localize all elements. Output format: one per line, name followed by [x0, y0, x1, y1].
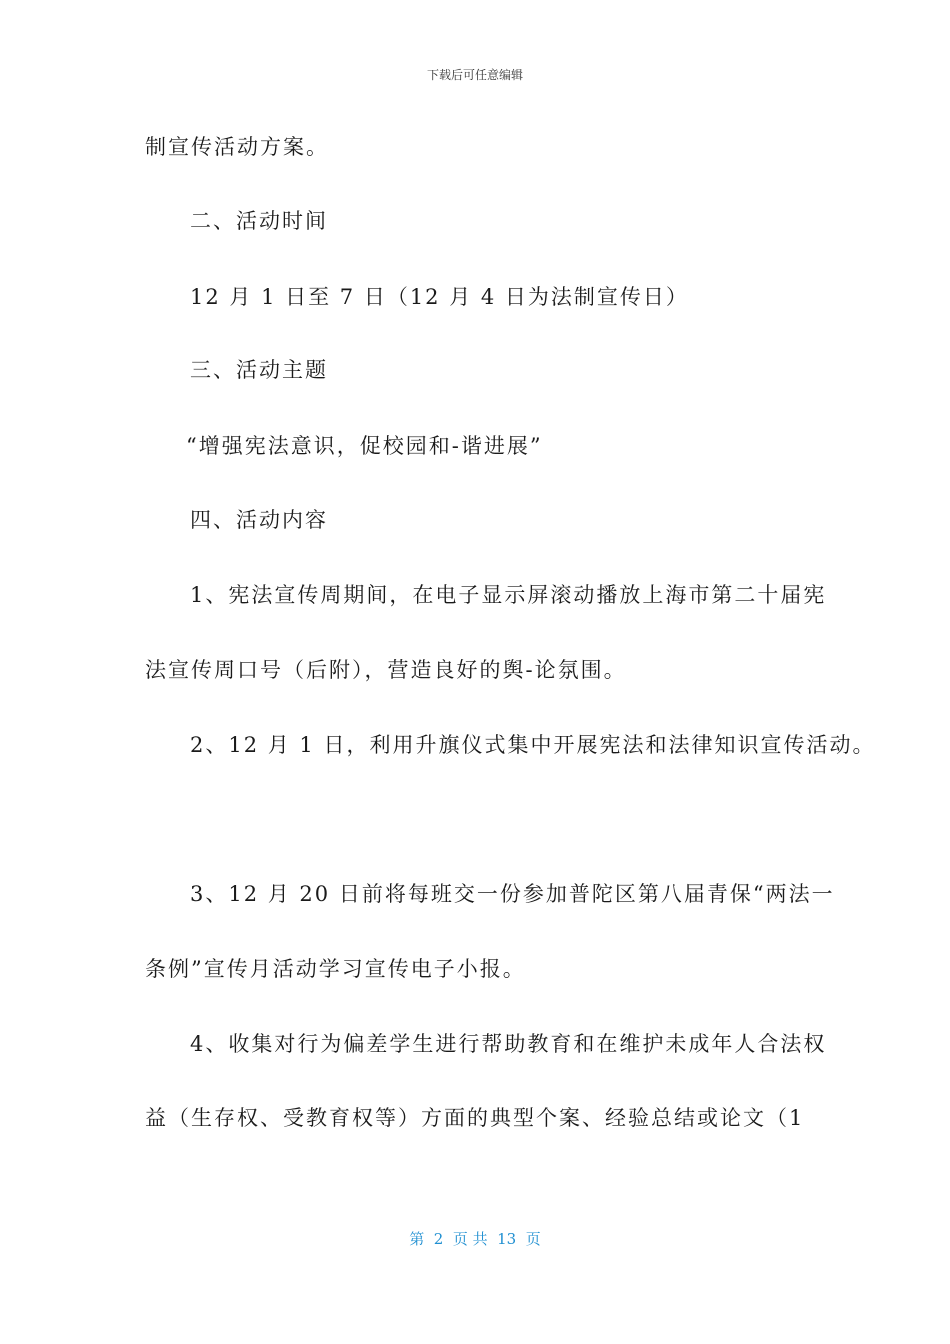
- section-heading-theme: 三、活动主题: [190, 358, 328, 382]
- list-item-4-continued: 益（生存权、受教育权等）方面的典型个案、经验总结或论文（1: [145, 1106, 805, 1130]
- section-heading-content: 四、活动内容: [190, 508, 328, 532]
- section-heading-time: 二、活动时间: [190, 209, 328, 233]
- page-number: 第 2 页 共 13 页: [409, 1230, 541, 1248]
- theme-slogan: “增强宪法意识，促校园和-谐进展”: [186, 434, 543, 458]
- body-line: 12 月 1 日至 7 日（12 月 4 日为法制宣传日）: [190, 285, 689, 309]
- list-item-3-continued: 条例”宣传月活动学习宣传电子小报。: [145, 957, 526, 981]
- body-line: 制宣传活动方案。: [145, 135, 329, 159]
- list-item-2: 2、12 月 1 日，利用升旗仪式集中开展宪法和法律知识宣传活动。: [190, 733, 876, 757]
- list-item-1-continued: 法宣传周口号（后附），营造良好的舆-论氛围。: [145, 658, 627, 682]
- list-item-1: 1、宪法宣传周期间，在电子显示屏滚动播放上海市第二十届宪: [190, 583, 827, 607]
- header-note: 下载后可任意编辑: [426, 68, 523, 82]
- list-item-3: 3、12 月 20 日前将每班交一份参加普陀区第八届青保“两法一: [190, 882, 835, 906]
- list-item-4: 4、收集对行为偏差学生进行帮助教育和在维护未成年人合法权: [190, 1032, 827, 1056]
